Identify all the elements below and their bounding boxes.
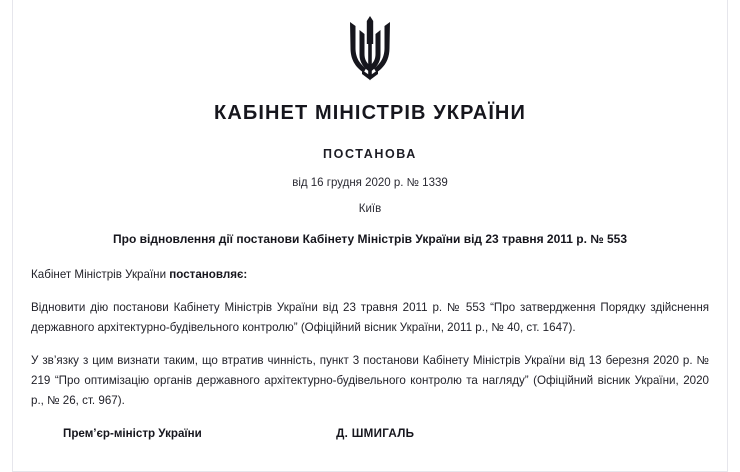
signature-block [31, 427, 709, 440]
document-type: ПОСТАНОВА [323, 147, 417, 161]
preamble-lead: Кабінет Міністрів України [31, 268, 170, 282]
document-body [31, 265, 709, 411]
body-paragraph-2: У зв’язку з цим визнати таким, що втратив чинність, пункт 3 постанови Кабінету Міністрів України від 13 березня 2020 р. № 219 “Про оптимізацію органів державного архітектурно-будівельного контролю та нагляду” (Офіційний вісник України, 2020 р., № 26, ст. 967). [31, 354, 709, 407]
signature-name: Д. ШМИГАЛЬ [336, 426, 415, 440]
preamble-keyword: постановляє: [169, 268, 248, 282]
tryzub-emblem-icon [344, 14, 396, 86]
signature-role: Прем’єр-міністр України [63, 426, 202, 440]
page-border-right [727, 0, 728, 472]
document-content [13, 0, 727, 471]
document-date: від 16 грудня 2020 р. № 1339 [292, 177, 448, 189]
document-city: Київ [358, 203, 382, 215]
preamble-paragraph [31, 265, 709, 285]
emblem-container [31, 0, 709, 86]
document-subject: Про відновлення дії постанови Кабінету Міністрів України від 23 травня 2011 р. № 553 [113, 232, 627, 246]
body-paragraph-1: Відновити дію постанови Кабінету Міністрів України від 23 травня 2011 р. № 553 “Про затвердження Порядку здійснення державного архітектурно-будівельного контролю” (Офіційний вісник України, 2011 р., № 40, ст. 1647). [31, 301, 709, 335]
page-title: КАБІНЕТ МІНІСТРІВ УКРАЇНИ [214, 102, 526, 124]
